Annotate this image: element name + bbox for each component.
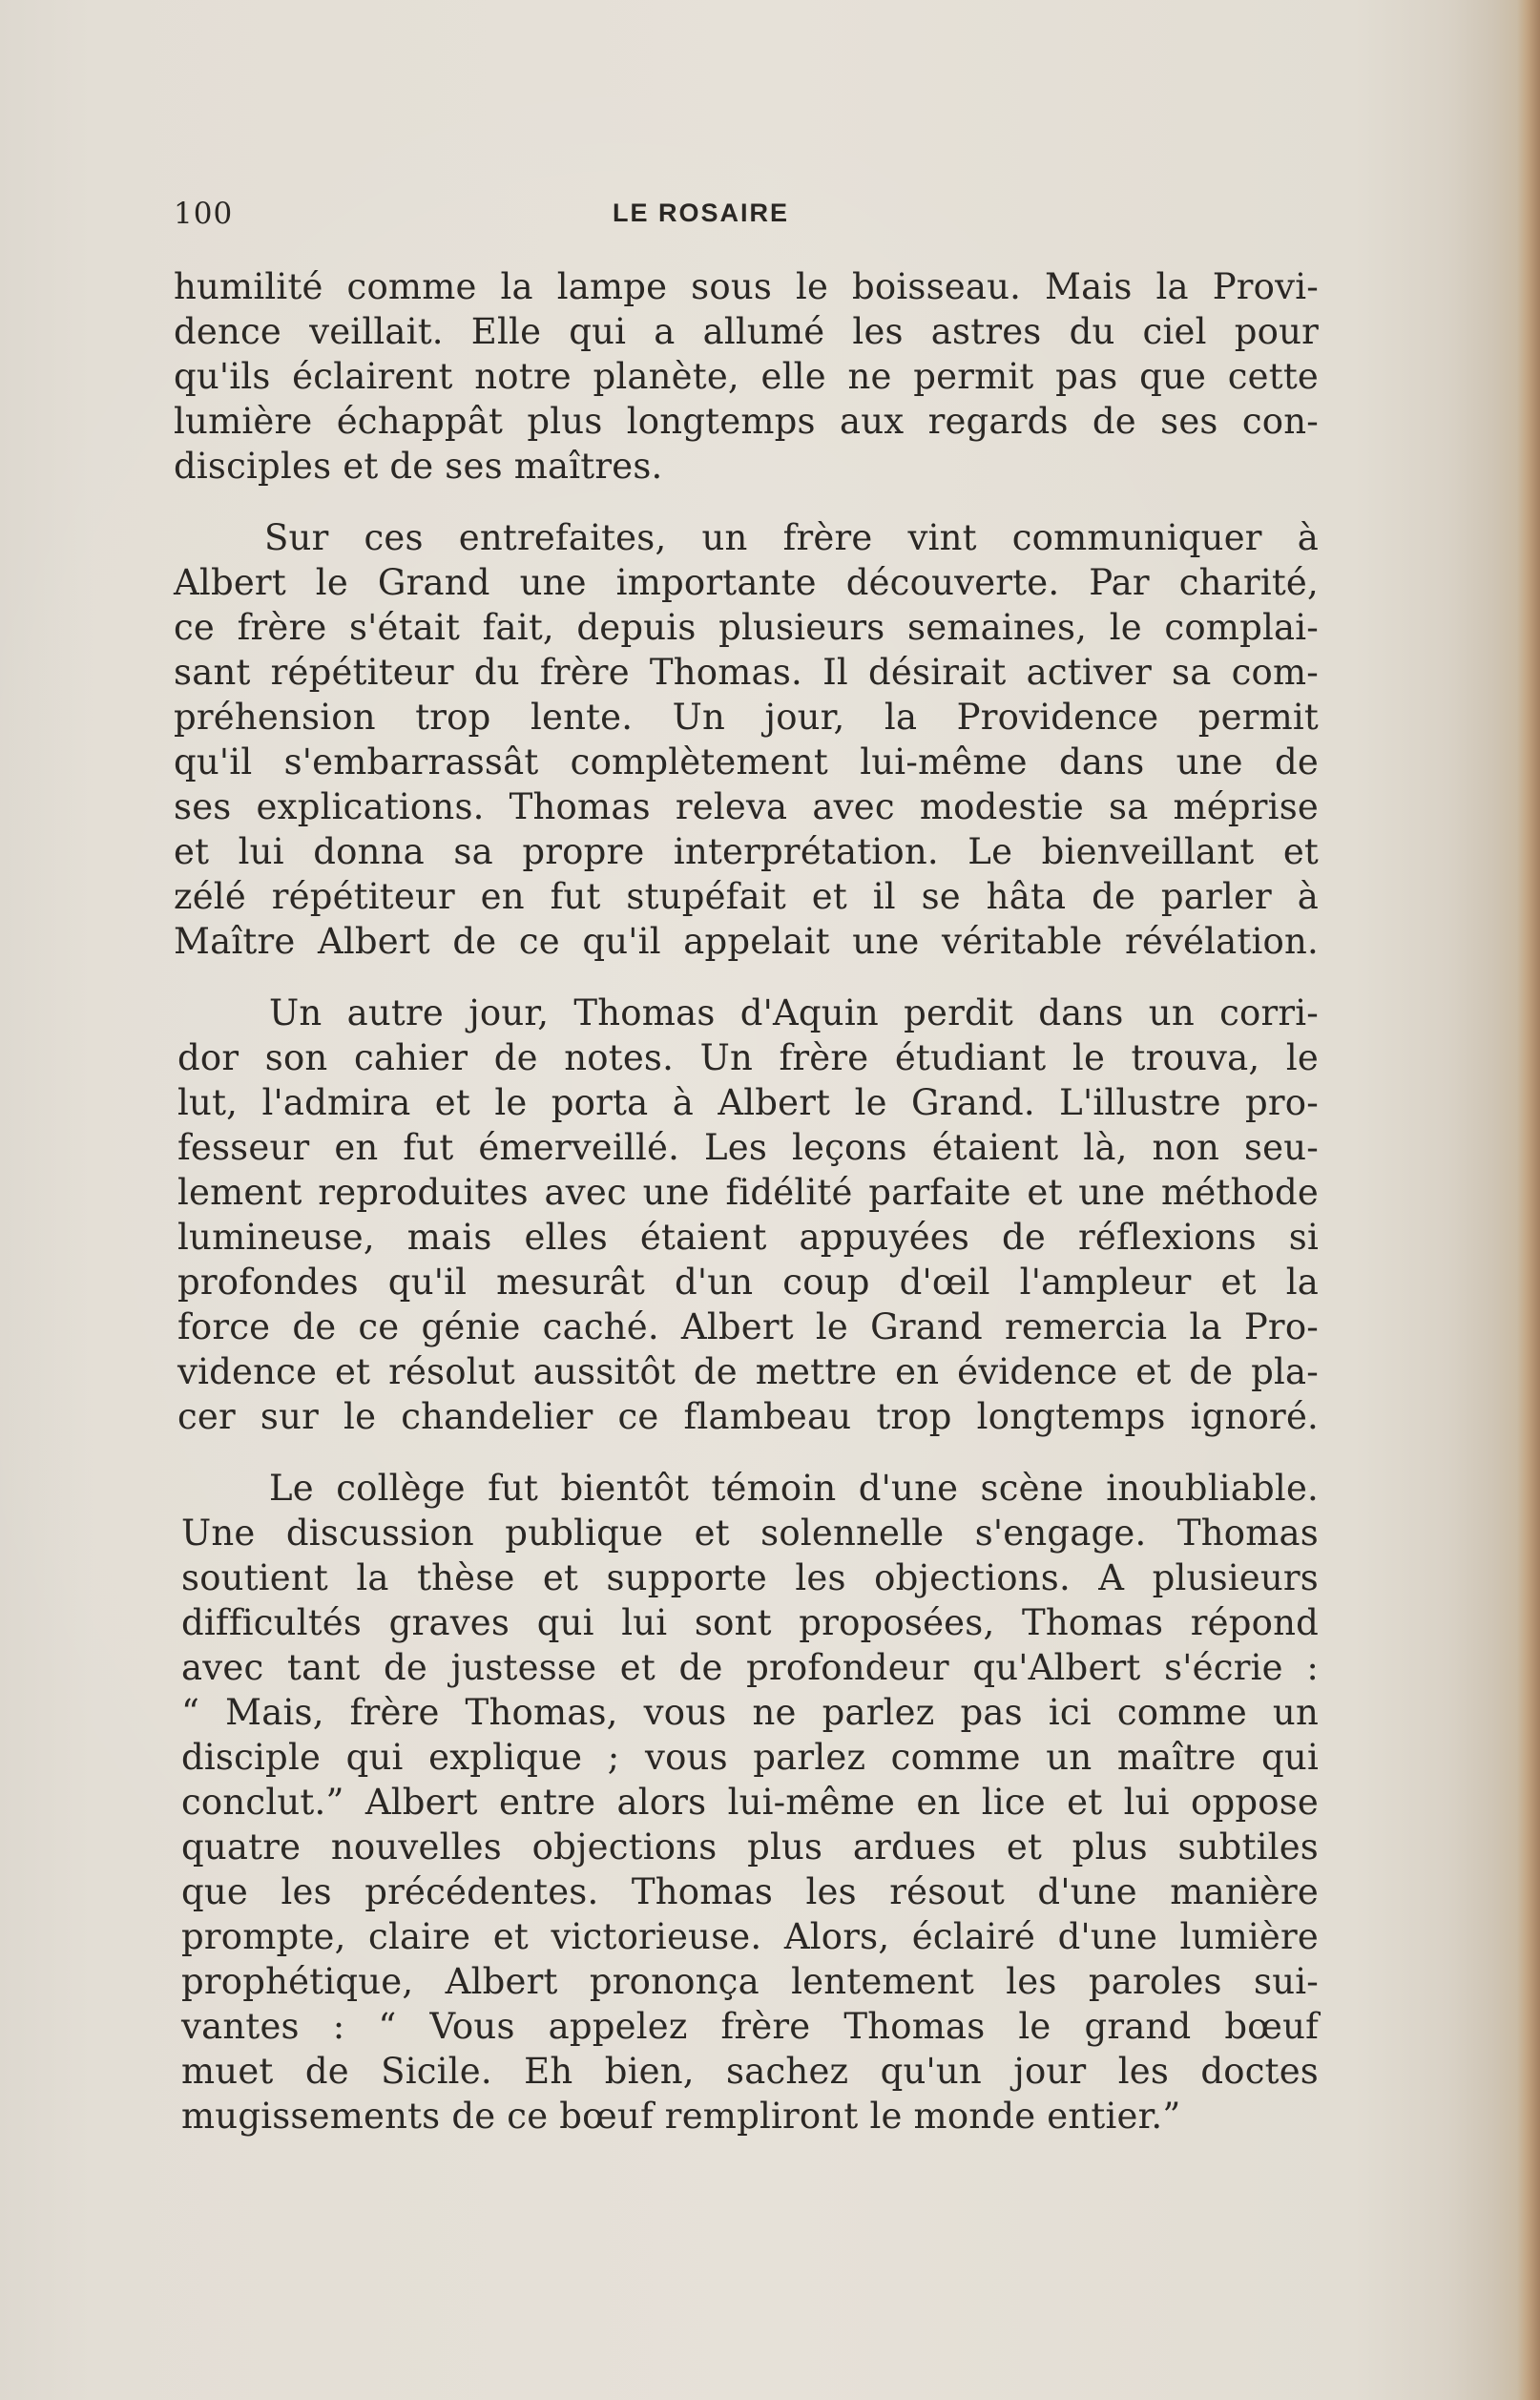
text-line: disciple qui explique ; vous parlez comme un maître qui xyxy=(181,1737,1319,1778)
page-header xyxy=(174,197,1328,235)
text-line: muet de Sicile. Eh bien, sachez qu'un jour les doctes xyxy=(181,2051,1319,2092)
text-line: et lui donna sa propre interprétation. Le bienveillant et xyxy=(174,831,1319,872)
text-line: conclut.” Albert entre alors lui-même en lice et lui oppose xyxy=(181,1782,1319,1823)
text-line: profondes qu'il mesurât d'un coup d'œil l'ampleur et la xyxy=(177,1262,1319,1303)
text-line: avec tant de justesse et de profondeur qu'Albert s'écrie : xyxy=(181,1647,1319,1688)
text-line: soutient la thèse et supporte les objections. A plusieurs xyxy=(181,1557,1319,1598)
text-line: que les précédentes. Thomas les résout d'une manière xyxy=(181,1871,1319,1912)
text-line: lumineuse, mais elles étaient appuyées de réflexions si xyxy=(177,1217,1319,1258)
text-line: force de ce génie caché. Albert le Grand remercia la Pro- xyxy=(177,1306,1319,1347)
text-line: vidence et résolut aussitôt de mettre en évidence et de pla- xyxy=(177,1351,1319,1392)
text-line: fesseur en fut émerveillé. Les leçons étaient là, non seu- xyxy=(177,1127,1319,1168)
paragraph xyxy=(174,515,1319,964)
text-line: sant répétiteur du frère Thomas. Il désirait activer sa com- xyxy=(174,652,1319,693)
paragraph xyxy=(174,991,1319,1439)
running-title: LE ROSAIRE xyxy=(613,198,790,227)
text-line: lement reproduites avec une fidélité parfaite et une méthode xyxy=(177,1172,1319,1213)
body-text xyxy=(174,264,1319,2165)
paragraph xyxy=(174,1466,1319,2139)
page-edge-shadow xyxy=(1517,0,1540,2400)
text-line: Un autre jour, Thomas d'Aquin perdit dans un corri- xyxy=(269,992,1319,1033)
text-line: Une discussion publique et solennelle s'engage. Thomas xyxy=(181,1513,1319,1554)
text-line: qu'il s'embarrassât complètement lui-même dans une de xyxy=(174,741,1319,783)
text-line: prompte, claire et victorieuse. Alors, éclairé d'une lumière xyxy=(181,1916,1319,1957)
text-line: cer sur le chandelier ce flambeau trop longtemps ignoré. xyxy=(177,1396,1319,1437)
text-line: humilité comme la lampe sous le boisseau. Mais la Provi- xyxy=(174,266,1319,307)
paragraph xyxy=(174,264,1319,489)
text-line: Le collège fut bientôt témoin d'une scène inoubliable. xyxy=(269,1468,1319,1509)
text-line: préhension trop lente. Un jour, la Providence permit xyxy=(174,697,1319,738)
text-line: Maître Albert de ce qu'il appelait une véritable révélation. xyxy=(174,921,1319,962)
text-line: mugissements de ce bœuf rempliront le monde entier.” xyxy=(181,2096,1181,2137)
text-line: quatre nouvelles objections plus ardues et plus subtiles xyxy=(181,1826,1319,1868)
text-line: disciples et de ses maîtres. xyxy=(174,446,663,487)
text-line: dence veillait. Elle qui a allumé les astres du ciel pour xyxy=(174,311,1319,352)
text-line: vantes : “ Vous appelez frère Thomas le grand bœuf xyxy=(181,2006,1319,2047)
text-line: lumière échappât plus longtemps aux regards de ses con- xyxy=(174,401,1319,442)
text-line: qu'ils éclairent notre planète, elle ne permit pas que cette xyxy=(174,356,1319,397)
text-line: ses explications. Thomas releva avec modestie sa méprise xyxy=(174,786,1319,827)
text-line: Sur ces entrefaites, un frère vint communiquer à xyxy=(264,517,1319,558)
text-line: prophétique, Albert prononça lentement les paroles sui- xyxy=(181,1961,1319,2002)
text-line: Albert le Grand une importante découverte. Par charité, xyxy=(174,562,1319,603)
text-line: “ Mais, frère Thomas, vous ne parlez pas ici comme un xyxy=(181,1692,1319,1733)
page-number: 100 xyxy=(174,197,234,231)
text-line: lut, l'admira et le porta à Albert le Grand. L'illustre pro- xyxy=(177,1082,1319,1123)
text-line: zélé répétiteur en fut stupéfait et il se hâta de parler à xyxy=(174,876,1319,917)
text-line: dor son cahier de notes. Un frère étudiant le trouva, le xyxy=(177,1037,1319,1078)
text-line: difficultés graves qui lui sont proposées, Thomas répond xyxy=(181,1602,1319,1643)
text-line: ce frère s'était fait, depuis plusieurs semaines, le complai- xyxy=(174,607,1319,648)
